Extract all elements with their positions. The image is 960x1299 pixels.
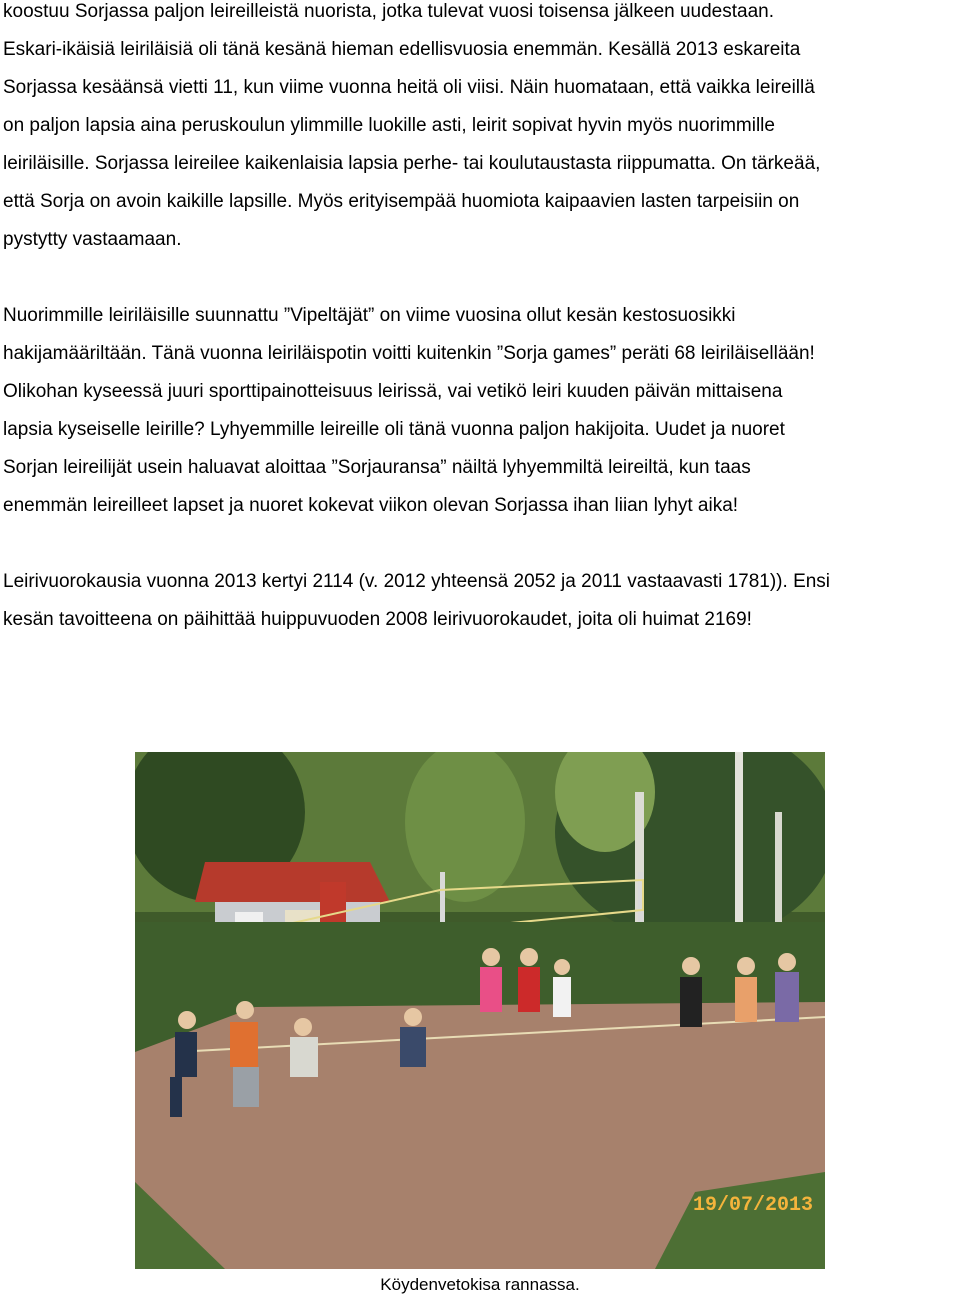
text-line: Sorjan leireilijät usein haluavat aloittaa ”Sorjauransa” näiltä lyhyemmiltä leireiltä, kun taas — [3, 457, 751, 478]
text-line: enemmän leireilleet lapset ja nuoret kokevat viikon olevan Sorjassa ihan liian lyhyt aika! — [3, 495, 739, 516]
photo-illustration — [135, 752, 825, 1269]
text-line: koostuu Sorjassa paljon leireilleistä nuorista, jotka tulevat vuosi toisensa jälkeen uudestaan. — [3, 1, 775, 22]
paragraph-camp-attendance — [3, 0, 957, 259]
text-line: Olikohan kyseessä juuri sporttipainotteisuus leirissä, vai vetikö leiri kuuden päivän mittaisena — [3, 381, 783, 402]
text-line: Leirivuorokausia vuonna 2013 kertyi 2114 (v. 2012 yhteensä 2052 ja 2011 vastaavasti 1781)). Ensi — [3, 571, 831, 592]
paragraph-popular-camps — [3, 297, 957, 525]
text-line: Nuorimmille leiriläisille suunnattu ”Vipeltäjät” on viime vuosina ollut kesän kestosuosikki — [3, 305, 736, 326]
text-line: kesän tavoitteena on päihittää huippuvuoden 2008 leirivuorokaudet, joita oli huimat 2169! — [3, 609, 752, 630]
text-line: hakijamääriltään. Tänä vuonna leiriläispotin voitti kuitenkin ”Sorja games” peräti 68 leiriläisellään! — [3, 343, 815, 364]
text-line: että Sorja on avoin kaikille lapsille. Myös erityisempää huomiota kaipaavien lasten tarpeisiin on — [3, 191, 800, 212]
photo-date-stamp: 19/07/2013 — [692, 1194, 813, 1217]
text-line: pystytty vastaamaan. — [3, 229, 182, 250]
text-line: lapsia kyseiselle leirille? Lyhyemmille leireille oli tänä vuonna paljon hakijoita. Uudet ja nuoret — [3, 419, 785, 440]
text-line: Sorjassa kesäänsä vietti 11, kun viime vuonna heitä oli viisi. Näin huomataan, että vaikka leireillä — [3, 77, 815, 98]
text-line: leiriläisille. Sorjassa leireilee kaikenlaisia lapsia perhe- tai koulutaustasta riippumatta. On tärkeää, — [3, 153, 821, 174]
text-line: Eskari-ikäisiä leiriläisiä oli tänä kesänä hieman edellisvuosia enemmän. Kesällä 2013 eskareita — [3, 39, 801, 60]
tug-of-war-photo — [135, 752, 825, 1269]
text-line: on paljon lapsia aina peruskoulun ylimmille luokille asti, leirit sopivat hyvin myös nuorimmille — [3, 115, 775, 136]
photo-caption: Köydenvetokisa rannassa. — [380, 1275, 580, 1294]
paragraph-camp-days — [3, 563, 957, 639]
